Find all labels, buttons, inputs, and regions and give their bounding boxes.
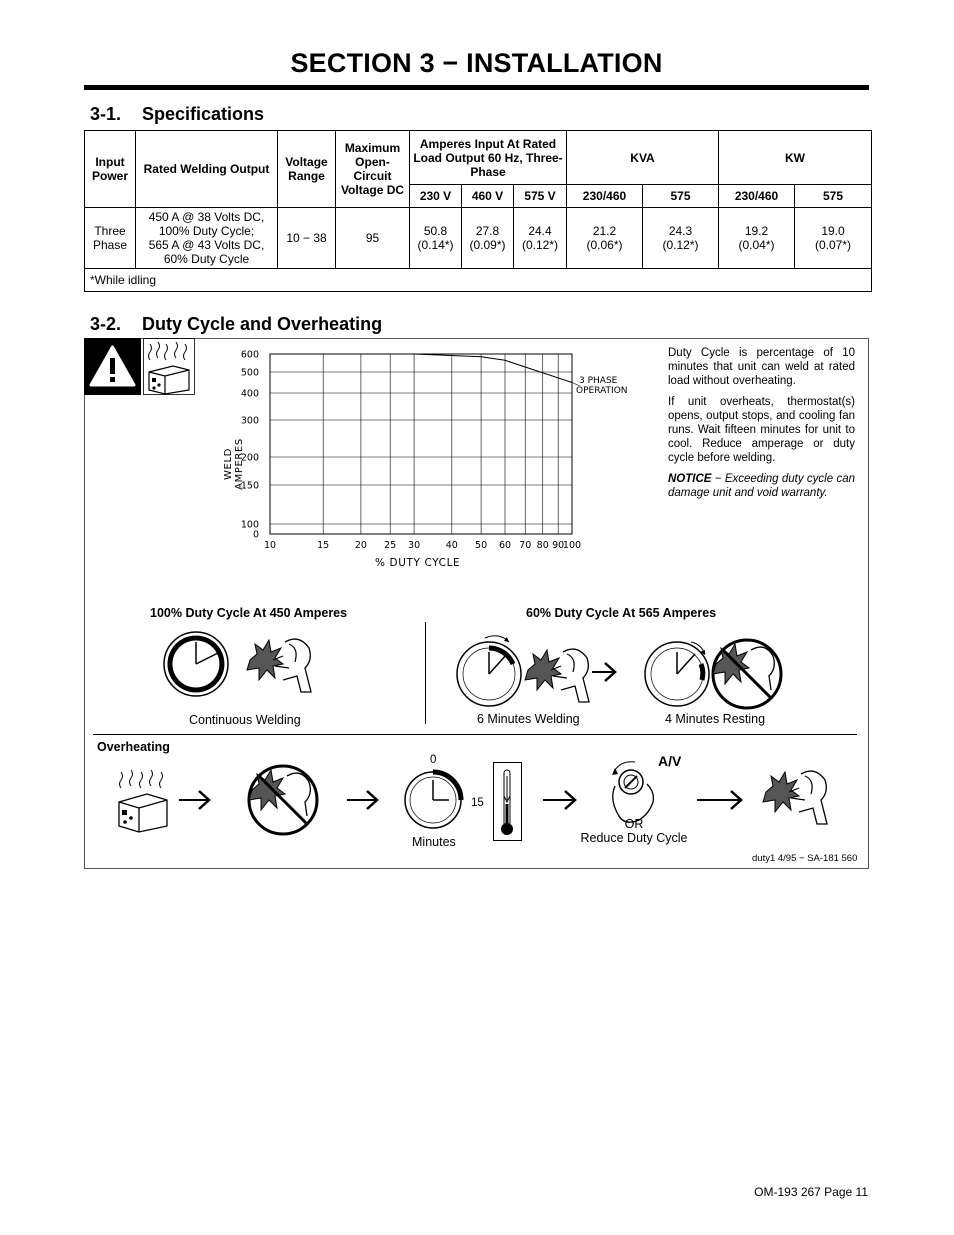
value-main: 19.2 [744,224,769,238]
value-main: 27.8 [475,224,500,238]
x-tick-label: 80 [536,540,549,551]
x-tick-label: 50 [475,540,488,551]
chart-annotation: 3 PHASE [579,376,618,386]
arrow-right-icon [592,663,615,681]
clock-fifteen-label: 15 [471,797,484,809]
x-tick-label: 30 [408,540,421,551]
section-title: Specifications [142,104,265,124]
section-number: 3-2. [90,314,122,334]
header-amperes: Amperes Input At Rated Load Output 60 Hz, Three-Phase [410,131,567,185]
header-input-power: Input Power [85,131,136,208]
caption-six-minutes: 6 Minutes Welding [477,712,580,726]
clock-zero-label: 0 [430,754,437,766]
x-tick-label: 60 [498,540,512,551]
chart-ylabel: WELD AMPERES [223,438,245,490]
value-main: 50.8 [423,224,448,238]
table-row [85,208,872,269]
knob-label: A/V [658,753,682,769]
value-main: 21.2 [592,224,617,238]
cell-value [795,208,872,269]
output-line: 100% Duty Cycle; [158,224,255,238]
subheader: 460 V [462,185,514,208]
header-kva: KVA [567,131,719,185]
header-kw: KW [719,131,872,185]
specifications-table [84,130,872,292]
clock-four-minutes-icon [645,642,709,706]
value-idle: (0.04*) [738,238,775,252]
continuous-welding-illustration [160,630,340,700]
divider [425,622,426,724]
overheating-machine-icon [143,338,195,395]
duty-cycle-description [668,346,855,507]
value-idle: (0.06*) [586,238,623,252]
cell-input-power: Three Phase [85,208,136,269]
cell-value [514,208,567,269]
y-tick-label: 500 [240,367,259,379]
hand-knob-icon [612,762,653,823]
x-tick-label: 15 [317,540,330,551]
overheating-label: Overheating [97,740,170,754]
figure-reference: duty1 4/95 − SA-181 560 [752,853,858,864]
notice-paragraph [668,472,855,500]
section-number: 3-1. [90,104,122,124]
x-tick-label: 25 [384,540,397,551]
x-tick-label: 100 [562,540,582,551]
cell-value [567,208,643,269]
x-tick-label: 40 [445,540,458,551]
page-title: SECTION 3 − INSTALLATION [290,48,663,78]
subheader: 575 V [514,185,567,208]
output-line: 450 A @ 38 Volts DC, [148,210,265,224]
notice-text: − Exceeding duty cycle can damage unit and void warranty. [668,473,855,499]
header-rated-output: Rated Welding Output [136,131,278,208]
output-line: 565 A @ 43 Volts DC, [148,238,265,252]
minutes-label: Minutes [412,835,456,849]
dc100-title: 100% Duty Cycle At 450 Amperes [150,606,348,620]
subheader: 230/460 [567,185,643,208]
y-tick-label: 400 [240,388,259,400]
value-main: 24.4 [528,224,552,238]
welder-icon [525,649,589,702]
value-main: 19.0 [821,224,845,238]
no-welding-icon [713,640,781,708]
clock-full-icon [164,632,228,696]
arrow-right-icon [697,791,741,809]
title-rule [84,85,869,90]
y-tick-label: 600 [240,349,259,361]
subheader: 230 V [410,185,462,208]
dc60-title: 60% Duty Cycle At 565 Amperes [526,606,717,620]
thermometer-icon [494,763,522,841]
hot-machine-icon [119,770,167,832]
or-label: OR [624,817,644,831]
section-title: Duty Cycle and Overheating [142,314,383,334]
description-paragraph: If unit overheats, thermostat(s) opens, output stops, and cooling fan runs. Wait fifteen minutes for unit to cool. Reduce amperage or duty cycle before welding. [668,396,855,464]
cell-rated-output [136,208,278,269]
value-idle: (0.12*) [521,238,559,252]
no-welding-icon [249,766,317,834]
arrow-right-icon [543,791,575,809]
description-paragraph: Duty Cycle is percentage of 10 minutes that unit can weld at rated load without overheating. [668,347,855,387]
arrow-right-icon [347,791,377,809]
value-idle: (0.12*) [662,238,699,252]
chart-xlabel: % DUTY CYCLE [375,557,461,569]
subheader: 575 [795,185,872,208]
cell-max-ocv: 95 [336,208,410,269]
table-footnote: *While idling [85,269,872,292]
warning-block [84,338,141,395]
notice-label: NOTICE [668,473,712,485]
cell-value [462,208,514,269]
clock-six-minutes-icon [457,636,521,706]
duty-cycle-chart [220,340,600,580]
cell-value [410,208,462,269]
y-tick-label: 200 [240,452,259,464]
output-line: 60% Duty Cycle [163,252,250,266]
value-idle: (0.09*) [469,238,506,252]
divider [93,734,857,735]
x-tick-label: 20 [354,540,367,551]
page-footer: OM-193 267 Page 11 [754,1185,868,1199]
value-idle: (0.07*) [815,238,852,252]
y-tick-label: 300 [240,415,259,427]
subheader: 230/460 [719,185,795,208]
section-heading-duty-cycle [90,314,382,335]
caption-four-minutes: 4 Minutes Resting [665,712,766,726]
cell-value [643,208,719,269]
clock-fifteen-minutes-icon [405,772,461,828]
plot-frame [270,354,572,534]
warning-triangle-icon [84,338,141,395]
y-tick-label: 150 [240,480,259,492]
x-tick-label: 70 [519,540,532,551]
y-tick-label: 100 [240,519,259,531]
y-tick-label: 0 [252,529,259,541]
x-tick-label: 90 [552,540,565,551]
reduce-duty-cycle-label: Reduce Duty Cycle [580,831,688,845]
header-voltage-range: Voltage Range [278,131,336,208]
chart-ylabel-wrap [223,420,245,500]
chart-annotation: OPERATION [576,386,628,396]
value-idle: (0.14*) [417,238,454,252]
welder-icon [247,639,311,692]
value-main: 24.3 [668,224,693,238]
arrow-right-icon [179,791,209,809]
sixty-percent-illustration [455,630,785,710]
section-heading-specifications [90,104,264,125]
subheader: 575 [643,185,719,208]
series-line [414,354,572,383]
cell-voltage-range: 10 − 38 [278,208,336,269]
header-max-ocv: Maximum Open-Circuit Voltage DC [336,131,410,208]
cell-value [719,208,795,269]
welder-icon [763,771,827,824]
x-tick-label: 10 [263,540,277,551]
caption-continuous-welding: Continuous Welding [189,713,301,727]
